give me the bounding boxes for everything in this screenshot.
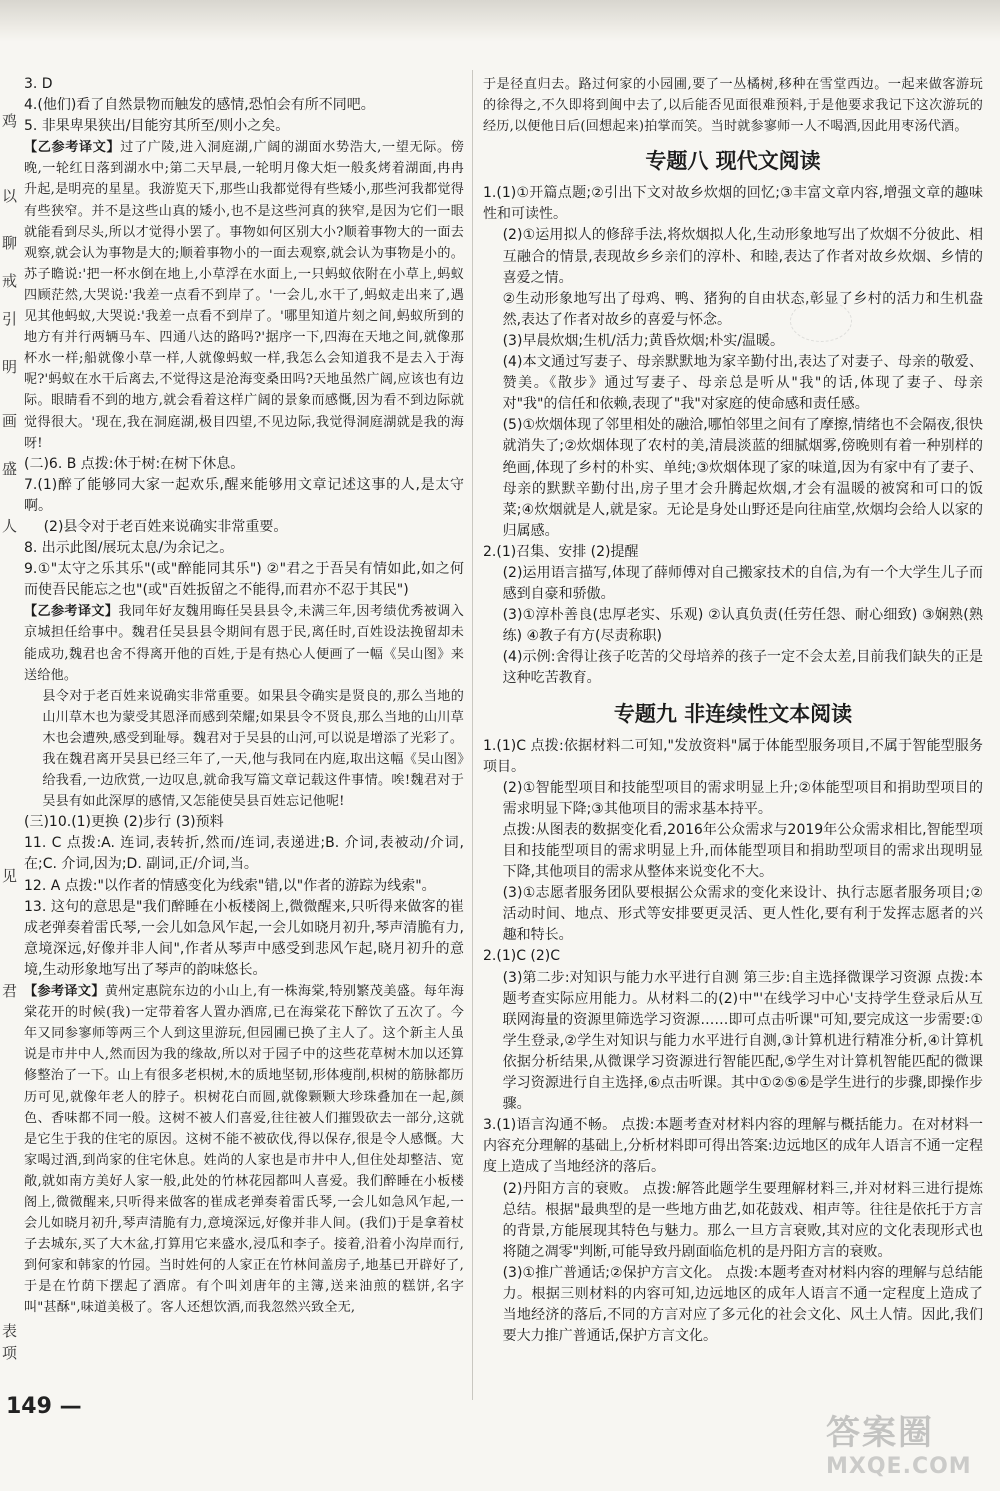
right-paragraph bbox=[483, 946, 983, 967]
paragraph-text: 1.(1)①开篇点题;②引出下文对故乡炊烟的回忆;③丰富文章内容,增强文章的趣味性和可读性。 bbox=[483, 185, 983, 223]
paragraph-text: 13. 这句的意思是"我们醉睡在小板楼阁上,微微醒来,只听得来做客的崔成老弹奏着雷氏琴,一会儿如急风乍起,一会儿如晓月初升,琴声清脆有力,意境深远,好像并非人间",作者从琴声中感受到悲风乍起,晓月初升的意境,生动形象地写出了琴声的韵味悠长。 bbox=[24, 898, 464, 978]
right-paragraph bbox=[483, 883, 983, 946]
paragraph-text: (3)①推广普通话;②保护方言文化。 点拨:本题考查对材料内容的理解与总结能力。根据三则材料的内容可知,边远地区的成年人语言不通一定程度上造成了当地经济的落后,不同的方言对应了多元化的社会文化、风土人情。因此,我们要大力推广普通话,保护方言文化。 bbox=[502, 1264, 983, 1345]
paragraph-text: 8. 出示此图/展玩太息/为余记之。 bbox=[24, 540, 234, 557]
paragraph-text: (2)运用语言描写,体现了薛师傅对自己搬家技术的自信,为有一个大学生儿子而感到自豪和骄傲。 bbox=[502, 564, 983, 603]
left-paragraph bbox=[24, 454, 464, 475]
paragraph-text: (3)第二步:对知识与能力水平进行自测 第三步:自主选择微课学习资源 点拨:本题考查实际应用能力。从材料二的(2)中"'在线学习中心'支持学生登录后从互联网海量的资源里筛选学习资源……即可点击听课"可知,要完成这一步需要:①学生登录,②学生对知识与能力水平进行自测,③计算机进行精准分析,④计算机依据分析结果,从微课学习资源进行智能匹配,⑤学生对计算机智能匹配的微课学习资源进行自主选择,⑥点击听课。其中①②⑤⑥是学生进行的步骤,即操作步骤。 bbox=[502, 969, 983, 1113]
margin-glyph: 引 bbox=[2, 310, 18, 328]
translation-tag: 【乙参考译文】 bbox=[24, 140, 121, 156]
margin-glyph: 聊 bbox=[2, 234, 18, 252]
paragraph-text: (二)6. B 点拨:休于树:在树下休息。 bbox=[24, 455, 245, 472]
right-paragraph bbox=[483, 1179, 983, 1263]
margin-glyph: 以 bbox=[2, 187, 18, 205]
section-title: 专题八 现代文阅读 bbox=[645, 149, 821, 174]
paragraph-text: (三)10.(1)更换 (2)步行 (3)预料 bbox=[24, 814, 224, 831]
paragraph-text: 3. D bbox=[24, 76, 53, 92]
left-paragraph bbox=[24, 833, 464, 875]
margin-glyph: 人 bbox=[2, 517, 18, 535]
paragraph-text: (3)①志愿者服务团队要根据公众需求的变化来设计、执行志愿者服务项目;②活动时间、地点、形式等安排要更灵活、更人性化,要有利于发挥志愿者的兴趣和特长。 bbox=[502, 885, 983, 944]
margin-glyph: 表 bbox=[2, 1322, 18, 1340]
left-paragraph bbox=[24, 981, 464, 1319]
left-paragraph bbox=[24, 812, 464, 833]
margin-glyph: 君 bbox=[2, 982, 18, 1000]
right-paragraph bbox=[483, 736, 983, 778]
right-paragraph bbox=[483, 542, 983, 563]
left-paragraph bbox=[24, 475, 464, 517]
paragraph-text: 2.(1)C (2)C bbox=[483, 948, 561, 965]
paragraph-text: (2)丹阳方言的衰败。 点拨:解答此题学生要理解材料三,并对材料三进行提炼总结。根据"最典型的是一些地方曲艺,如花鼓戏、相声等。往往是依托于方言的背景,方能展现其特色与魅力。那么一旦方言衰败,其对应的文化表现形式也将随之凋零"判断,可能导致丹剧面临危机的是丹阳方言的衰败。 bbox=[502, 1180, 983, 1260]
margin-glyph: 戒 bbox=[2, 272, 18, 290]
paragraph-text: 3.(1)语言沟通不畅。 点拨:本题考查对材料内容的理解与概括能力。在对材料一内容充分理解的基础上,分析材料即可得出答案:边远地区的成年人语言不通一定程度上造成了当地经济的落后。 bbox=[483, 1117, 983, 1176]
paragraph-text: (4)本文通过写妻子、母亲默默地为家辛勤付出,表达了对妻子、母亲的敬爱、赞美。《散步》通过写妻子、母亲总是听从"我"的话,体现了妻子、母亲对"我"的信任和依赖,表现了"我"对家庭的使命感和责任感。 bbox=[502, 354, 983, 413]
paragraph-text: 2.(1)召集、安排 (2)提醒 bbox=[483, 543, 639, 560]
paragraph-text: (2)县令对于老百姓来说确实非常重要。 bbox=[43, 518, 288, 535]
left-paragraph bbox=[24, 74, 464, 95]
paragraph-text: (3)①淳朴善良(忠厚老实、乐观) ②认真负责(任劳任怨、耐心细致) ③娴熟(熟练) ④教子有方(尽责称职) bbox=[502, 607, 983, 645]
paragraph-text: 点拨:从图表的数据变化看,2016年公众需求与2019年公众需求相比,智能型项目和技能型项目的需求明显上升,而体能型项目和捐助型项目的需求出现明显下降,其他项目的需求从整体来说变化不大。 bbox=[502, 821, 983, 881]
section-title: 专题九 非连续性文本阅读 bbox=[613, 701, 853, 726]
margin-glyph: 画 bbox=[2, 412, 18, 430]
margin-glyph: 鸡 bbox=[2, 112, 18, 130]
column-divider bbox=[472, 70, 473, 1400]
page-number-dash: — bbox=[59, 1394, 82, 1419]
right-paragraph bbox=[483, 1263, 983, 1347]
paragraph-text: ②生动形象地写出了母鸡、鸭、猪狗的自由状态,彰显了乡村的活力和生机盎然,表达了作者对故乡的喜爱与怀念。 bbox=[502, 290, 983, 328]
margin-glyph: 项 bbox=[2, 1344, 18, 1362]
paragraph-text: 于是径直归去。路过何家的小园圃,要了一丛橘树,移种在雪堂西边。一起来做客游玩的徐得之,不久即将到闽中去了,以后能否见面很难预料,于是他要求我记下这次游玩的经历,以便他日后(回想起来)拍掌而笑。当时就参寥师一人不喝酒,因此用枣汤代酒。 bbox=[483, 77, 983, 135]
left-paragraph bbox=[24, 517, 464, 538]
paragraph-text: 我同年好友魏用晦任吴县县令,未满三年,因考绩优秀被调入京城担任给事中。魏君任吴县县令期间有恩于民,离任时,百姓设法挽留却未能成功,魏君也舍不得离开他的百姓,于是有热心人便画了一幅《吴山图》来送给他。 bbox=[24, 604, 464, 683]
right-paragraph bbox=[483, 1115, 983, 1178]
right-paragraph bbox=[483, 225, 983, 288]
right-paragraph bbox=[483, 820, 983, 883]
paragraph-text: 我在魏君离开吴县已经三年了,一天,他与我同在内庭,取出这幅《吴山图》给我看,一边欣赏,一边叹息,就命我写篇文章记载这件事情。唉!魏君对于吴县有如此深厚的感情,又怎能使吴县百姓忘记他呢! bbox=[42, 752, 464, 810]
paragraph-text: 9.①"太守之乐其乐"(或"醉能同其乐") ②"君之于吾吴有情如此,如之何而使吾民能忘之也"(或"百姓扳留之不能得,而君亦不忍于其民") bbox=[24, 561, 464, 599]
right-paragraph bbox=[483, 74, 983, 137]
paragraph-text: 1.(1)C 点拨:依据材料二可知,"发放资料"属于体能型服务项目,不属于智能型服务项目。 bbox=[483, 737, 983, 775]
right-paragraph bbox=[483, 647, 983, 689]
paragraph-text: (2)①运用拟人的修辞手法,将炊烟拟人化,生动形象地写出了炊烟不分彼此、相互融合的情景,表现故乡乡亲们的淳朴、和睦,表达了作者对故乡炊烟、乡情的喜爱之情。 bbox=[502, 227, 983, 286]
left-paragraph bbox=[24, 897, 464, 981]
page-number: 149 bbox=[6, 1394, 52, 1419]
left-paragraph bbox=[24, 137, 464, 453]
paragraph-text: 黄州定惠院东边的小山上,有一株海棠,特别繁茂美盛。每年海棠花开的时候(我)一定带着客人置办酒席,已在海棠花下醉饮了五次了。今年又同参寥师等两三个人到这里游玩,但园圃已换了主人了。这个新主人虽说是市井中人,然而因为我的缘故,所以对于园子中的这些花草树木加以还算修整治了一下。山上有很多老枳树,木的质地坚韧,形体瘦削,枳树的筋脉都历历可见,就像年老人的脖子。枳树花白而圆,就像颗颗大珍珠叠加在一起,颜色、香味都不同一般。这树不被人们喜爱,往往被人们摧毁砍去一部分,这就是它生于我的住宅的原因。这树不能不被砍伐,得以保存,很是令人感慨。大家喝过酒,到尚家的住宅休息。姓尚的人家也是市井中人,但住处却整洁、宽敞,就如南方美好人家一般,此处的竹林花园都叫人喜爱。我们醉睡在小板楼阁上,微微醒来,只听得来做客的崔成老弹奏着雷氏琴,一会儿如急风乍起,一会儿如晓月初升,琴声清脆有力,意境深远,好像并非人间。(我们)于是拿着杖子去城东,买了大木盆,打算用它来盛水,浸瓜和李子。接着,沿着小沟岸而行,到何家和韩家的竹园。当时姓何的人家正在竹林间盖房子,地基已开辟好了,于是在竹荫下摆起了酒席。有个叫刘唐年的主簿,送来油煎的糕饼,名字叫"甚酥",味道美极了。客人还想饮酒,而我忽然兴致全无, bbox=[24, 984, 464, 1316]
right-paragraph bbox=[483, 415, 983, 542]
site-watermark bbox=[826, 1405, 986, 1479]
page-footer bbox=[6, 1394, 82, 1419]
left-paragraph bbox=[24, 876, 464, 897]
right-paragraph bbox=[483, 778, 983, 820]
margin-glyph: 见 bbox=[2, 867, 18, 885]
right-column bbox=[483, 74, 983, 1347]
paragraph-text: 11. C 点拨:A. 连词,表转折,然而/连词,表递进;B. 介词,表被动/介词,在;C. 介词,因为;D. 副词,正/介词,当。 bbox=[24, 835, 464, 873]
right-paragraph bbox=[483, 563, 983, 605]
margin-glyph: 盛 bbox=[2, 460, 18, 478]
right-paragraph bbox=[483, 289, 983, 331]
watermark-url: MXQE.COM bbox=[826, 1454, 972, 1479]
right-paragraph bbox=[483, 183, 983, 225]
paragraph-text: (3)早晨炊烟;生机/活力;黄昏炊烟;朴实/温暖。 bbox=[502, 332, 785, 349]
paragraph-text: 12. A 点拨:"以作者的情感变化为线索"错,以"作者的游踪为线索"。 bbox=[24, 877, 436, 894]
left-paragraph bbox=[24, 749, 464, 812]
page-top-shadow bbox=[0, 0, 1000, 42]
right-paragraph bbox=[483, 352, 983, 415]
left-paragraph bbox=[24, 95, 464, 116]
paragraph-text: 7.(1)醉了能够同大家一起欢乐,醒来能够用文章记述这事的人,是太守啊。 bbox=[24, 476, 464, 514]
right-paragraph bbox=[483, 968, 983, 1116]
left-column bbox=[24, 74, 464, 1319]
left-paragraph bbox=[24, 116, 464, 137]
left-paragraph bbox=[24, 559, 464, 601]
paragraph-text: 过了广陵,进入洞庭湖,广阔的湖面水势浩大,一望无际。傍晚,一轮红日落到湖水中;第二天早晨,一轮明月像大炬一般炙烤着湖面,冉冉升起,是明亮的星星。我游览天下,那些山我都觉得有些矮小,那些河我都觉得有些狭窄。并不是这些山真的矮小,也不是这些河真的狭窄,是因为它们一眼就能看到尽头,所以才觉得小罢了。事物如何区别大小?顺着事物大的一面去观察,就会认为事物是大的;顺着事物小的一面去观察,就会认为事物是小的。苏子瞻说:'把一杯水倒在地上,小草浮在水面上,一只蚂蚁依附在小草上,蚂蚁四顾茫然,大哭说:'我差一点看不到岸了。'一会儿,水干了,蚂蚁走出来了,遇见其他蚂蚁,大哭说:'我差一点看不到岸了。'哪里知道片刻之间,蚂蚁所到的地方有并行两辆马车、四通八达的路吗?'据序一下,四海在天地之间,就像那杯水一样;船就像小草一样,人就像蚂蚁一样,我怎么会知道我不是去入于海呢?'蚂蚁在水干后离去,不觉得这是沧海变桑田吗?天地虽然广阔,应该也有边际。眼睛看不到的地方,就会看着这样广阔的景象而感慨,因为看不到边际就觉得很大。'现在,我在洞庭湖,极目四望,不见边际,我觉得洞庭湖就是我的海呀! bbox=[24, 140, 464, 451]
faint-stamp-mark bbox=[790, 300, 852, 342]
left-paragraph bbox=[24, 538, 464, 559]
left-paragraph bbox=[24, 601, 464, 685]
right-paragraph bbox=[483, 331, 983, 352]
paragraph-text: 4.(他们)看了自然景物而触发的感情,恐怕会有所不同吧。 bbox=[24, 97, 375, 114]
paragraph-text: (4)示例:舍得让孩子吃苦的父母培养的孩子一定不会太差,目前我们缺失的正是这种吃苦教育。 bbox=[502, 649, 983, 687]
translation-tag: 【参考译文】 bbox=[24, 984, 105, 1000]
paragraph-text: 县令对于老百姓来说确实非常重要。如果县令确实是贤良的,那么当地的山川草木也为蒙受其恩泽而感到荣耀;如果县令不贤良,那么当地的山川草木也会遭殃,感受到耻辱。魏君对于吴县的山河,可以说是增添了光彩了。 bbox=[42, 688, 464, 746]
left-paragraph bbox=[24, 686, 464, 749]
right-paragraph bbox=[483, 605, 983, 647]
margin-glyph: 明 bbox=[2, 358, 18, 376]
left-margin-strip bbox=[0, 110, 22, 1360]
watermark-logo-text: 答案圈 bbox=[826, 1413, 934, 1453]
paragraph-text: (5)①炊烟体现了邻里相处的融洽,哪怕邻里之间有了摩擦,情绪也不会隔夜,很快就消失了;②炊烟体现了农村的美,清晨淡蓝的细腻烟雾,傍晚则有着一种别样的绝画,体现了乡村的朴实、单纯;③炊烟体现了家的味道,因为有家中有了妻子、母亲的默默辛勤付出,房子里才会升腾起炊烟,才会有温暖的被窝和可口的饭菜;④炊烟就是人,就是家。无论是身处山野还是向往庙堂,炊烟均会给人以家的归属感。 bbox=[502, 417, 983, 539]
translation-tag: 【乙参考译文】 bbox=[24, 604, 119, 620]
paragraph-text: 5. 非果卑果狭出/目能穷其所至/则小之矣。 bbox=[24, 118, 290, 135]
paragraph-text: (2)①智能型项目和技能型项目的需求明显上升;②体能型项目和捐助型项目的需求明显下降;③其他项目的需求基本持平。 bbox=[502, 779, 983, 817]
